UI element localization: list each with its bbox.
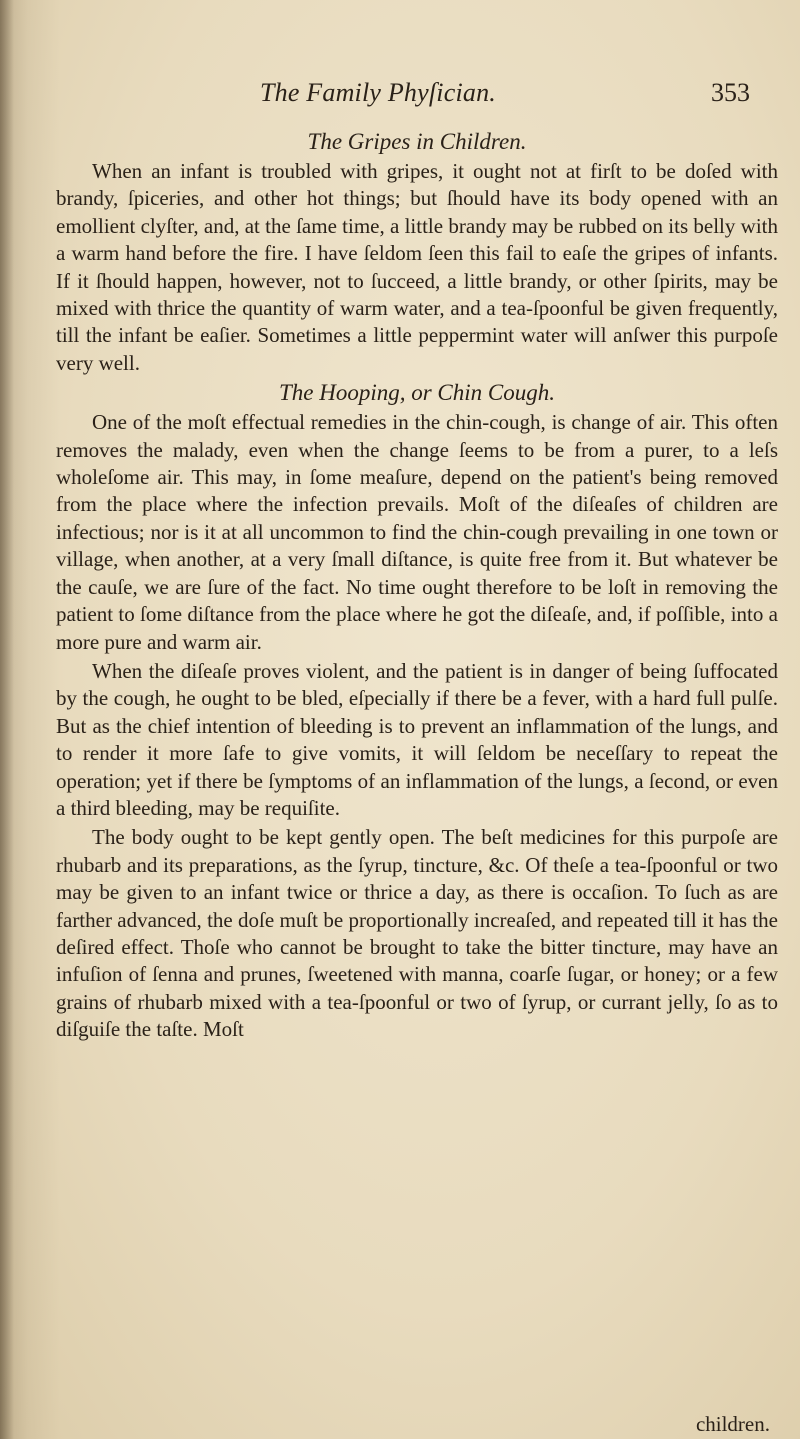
paragraph: The body ought to be kept gently open. The beſt medicines for this purpoſe are rhubarb and its preparations, as the ſyrup, tincture, &c. Of theſe a tea-ſpoonful or two may be given to an infant twice or thrice a day, as there is occaſion. To ſuch as are farther advanced, the doſe muſt be proportionally increaſed, and repeated till it has the deſired effect. Thoſe who cannot be brought to take the bitter tincture, may have an infuſion of ſenna and prunes, ſweetened with manna, coarſe ſugar, or honey; or a few grains of rhubarb mixed with a tea-ſpoonful or two of ſyrup, or currant jelly, ſo as to diſguiſe the taſte. Moſt (56, 825, 778, 1042)
running-title: The Family Phyſician. (260, 78, 496, 107)
section-heading-gripes: The Gripes in Children. (307, 129, 527, 154)
page-number: 353 (711, 78, 750, 107)
section-heading-hooping-cough: The Hooping, or Chin Cough. (278, 380, 556, 406)
paragraph: One of the moſt effectual remedies in the chin-cough, is change of air. This often removes the malady, even when the change ſeems to be from a purer, to a leſs wholeſome air. This may, in ſome meaſure, depend on the patient's being removed from the place where the infection prevails. Moſt of the diſeaſes of children are infectious; nor is it at all uncommon to find the chin-cough prevailing in one town or village, when another, at a very ſmall diſtance, is quite free from it. But whatever be the cauſe, we are ſure of the fact. No time ought therefore to be loſt in removing the patient to ſome diſtance from the place where he got the diſeaſe, and, if poſſible, into a more pure and warm air. (56, 410, 778, 654)
paragraph: When the diſeaſe proves violent, and the patient is in danger of being ſuffocated by the cough, he ought to be bled, eſpecially if there be a fever, with a hard full pulſe. But as the chief intention of bleeding is to prevent an inflammation of the lungs, and to render it more ſafe to give vomits, it will ſeldom be neceſſary to repeat the operation; yet if there be ſymptoms of an inflammation of the lungs, a ſecond, or even a third bleeding, may be requiſite. (56, 658, 778, 820)
body-text (56, 128, 778, 1046)
catchword: children. (695, 1412, 770, 1436)
binding-shadow (0, 0, 14, 1439)
paragraph: When an infant is troubled with gripes, it ought not at firſt to be doſed with brandy, ſpiceries, and other hot things; but ſhould have its body opened with an emollient clyſter, and, at the ſame time, a little brandy may be rubbed on its belly with a warm hand before the fire. I have ſeldom ſeen this fail to eaſe the gripes of infants. If it ſhould happen, however, not to ſucceed, a little brandy, or other ſpirits, may be mixed with thrice the quantity of warm water, and a tea-ſpoonful be given frequently, till the infant be eaſier. Sometimes a little peppermint water will anſwer this purpoſe very well. (56, 159, 778, 375)
running-head (260, 78, 760, 112)
